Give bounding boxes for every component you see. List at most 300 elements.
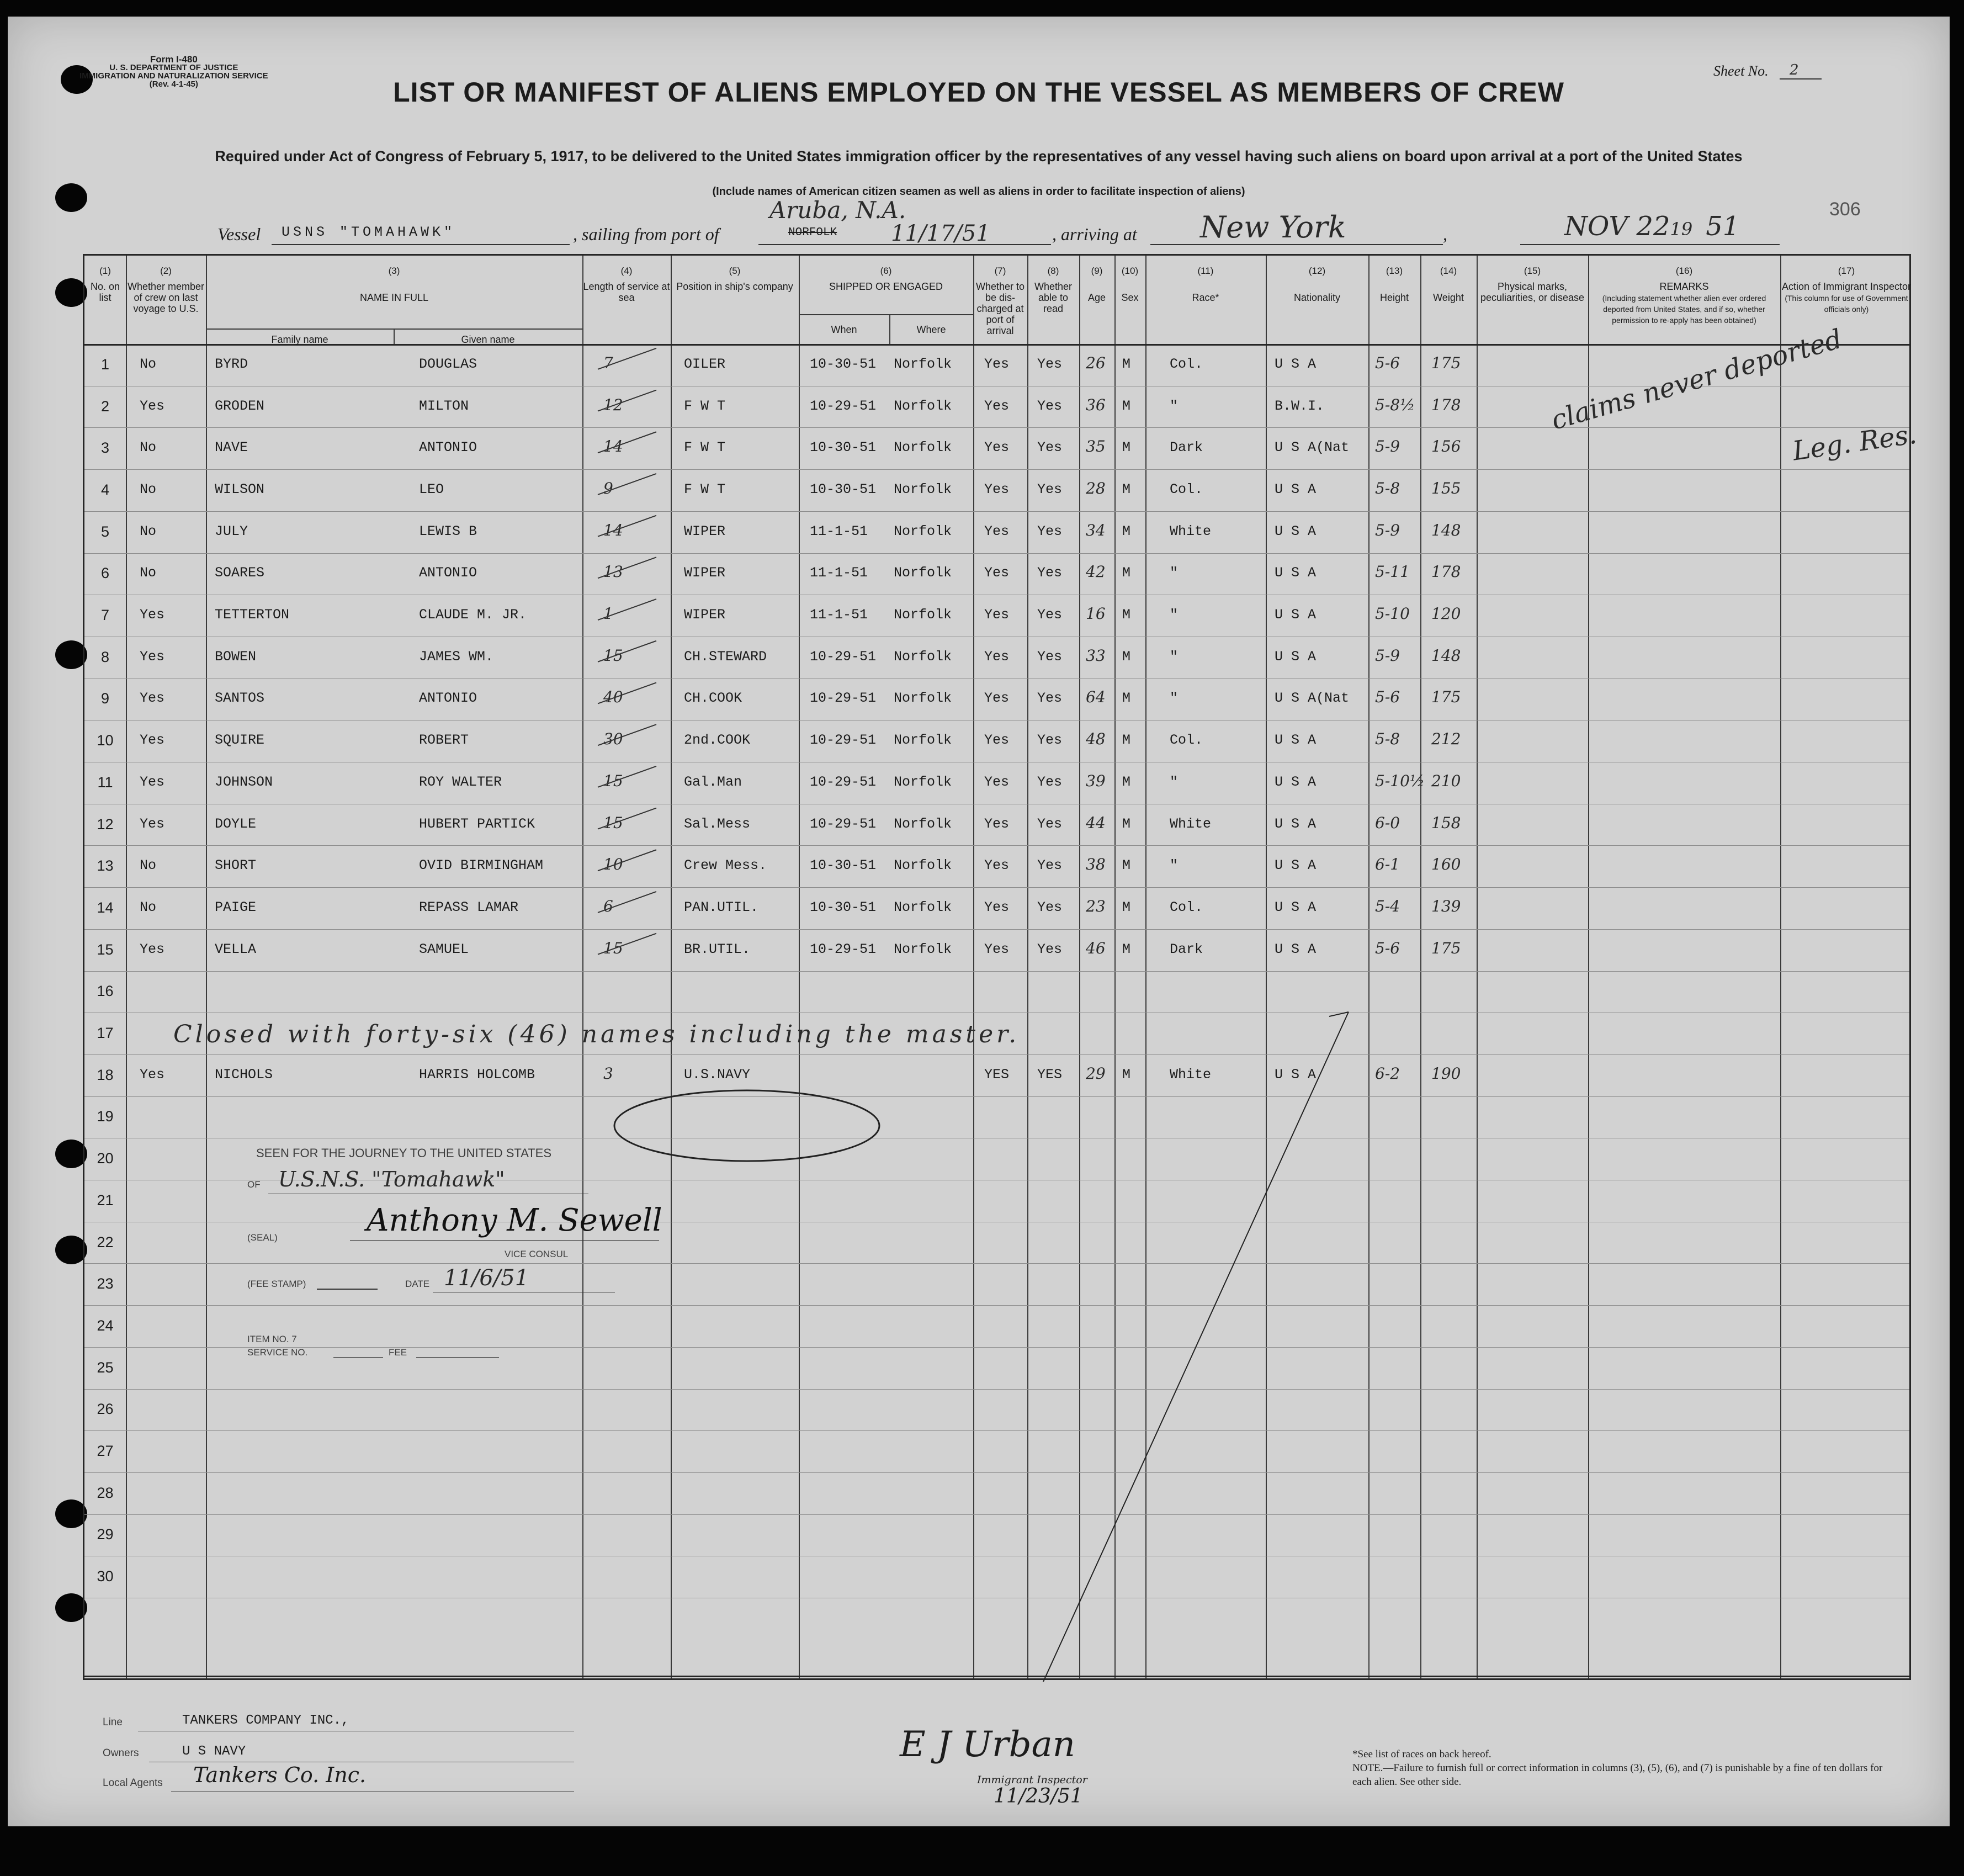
cell-height: 5-4 [1375,897,1400,915]
cell-height: 5-6 [1375,353,1400,372]
cell-height: 5-10½ [1375,771,1425,790]
cell-nationality: U S A [1275,565,1317,581]
cell-nationality: B.W.I. [1275,398,1325,414]
cell-family-name: JULY [215,523,248,539]
row-number: 13 [97,857,114,875]
cell-previous-voyage: No [140,481,157,497]
cell-shipped-when: 11-1-51 [810,607,868,623]
cell-discharged: Yes [984,398,1010,414]
cell-able-to-read: Yes [1037,565,1063,581]
cell-shipped-where: Norfolk [894,565,952,581]
cell-length-of-service: 1 [603,605,613,623]
row-number: 9 [100,690,110,707]
cell-age: 64 [1086,688,1106,707]
cell-height: 6-2 [1375,1064,1400,1083]
cell-discharged: YES [984,1066,1010,1083]
cell-weight: 210 [1431,771,1461,790]
cell-age: 29 [1086,1064,1106,1083]
form-revision: (Rev. 4-1-45) [149,80,198,89]
arriving-port: New York [1200,210,1346,245]
header-race: (11) Race* [1192,266,1219,303]
cell-given-name: OVID BIRMINGHAM [419,857,544,874]
cell-able-to-read: Yes [1037,899,1063,915]
cell-shipped-where: Norfolk [894,356,952,372]
cell-race: " [1170,773,1179,790]
cell-given-name: DOUGLAS [419,356,477,372]
cell-position: F W T [684,481,726,497]
cell-age: 38 [1086,855,1106,874]
remarks-handwritten: claims never deported [1548,323,1846,436]
cell-sex: M [1122,356,1131,372]
cell-nationality: U S A [1275,732,1317,749]
cell-height: 5-9 [1375,437,1400,456]
cell-able-to-read: Yes [1037,941,1063,957]
consul-fee-stamp: (FEE STAMP) [247,1279,306,1289]
cell-shipped-when: 10-30-51 [810,899,877,915]
header-nationality: (12) Nationality [1293,266,1341,303]
cell-discharged: Yes [984,732,1010,749]
cell-discharged: Yes [984,481,1010,497]
row-number: 16 [97,983,114,1000]
cell-height: 5-6 [1375,688,1400,707]
cell-able-to-read: Yes [1037,690,1063,707]
cell-discharged: Yes [984,857,1010,874]
cell-position: F W T [684,398,726,414]
cell-shipped-when: 11-1-51 [810,523,868,539]
cell-age: 44 [1086,813,1106,832]
cell-shipped-where: Norfolk [894,815,952,832]
cell-race: " [1170,648,1179,665]
cell-family-name: SANTOS [215,690,265,707]
cell-shipped-where: Norfolk [894,523,952,539]
cell-sex: M [1122,732,1131,749]
arrival-comma: , [1443,224,1447,244]
cell-weight: 155 [1431,479,1461,497]
service-tick [598,892,656,913]
header-no-on-list: (1) No. on list [90,266,120,303]
cell-given-name: LEO [419,481,444,497]
year-suffix: 51 [1706,211,1740,242]
header-position: (5) Position in ship's company [676,266,793,292]
cell-family-name: VELLA [215,941,257,957]
cell-shipped-when: 10-29-51 [810,773,877,790]
cell-given-name: MILTON [419,398,469,414]
arrival-date-line [1520,244,1780,245]
cell-given-name: ROBERT [419,732,469,749]
service-tick [598,766,656,787]
consul-of-label: OF [247,1179,261,1190]
cell-nationality: U S A(Nat [1275,690,1350,707]
footnote-races: *See list of races on back hereof. [1352,1748,1491,1760]
cell-able-to-read: Yes [1037,398,1063,414]
cell-weight: 190 [1431,1064,1461,1083]
cell-height: 5-9 [1375,646,1400,665]
consul-stamp [234,1141,731,1378]
header-remarks: (16) REMARKS (Including statement whether alien ever ordered deported from United States, and if so, whether permission to re-apply has been obtained) [1602,266,1766,325]
consul-vessel: U.S.N.S. "Tomahawk" [278,1167,505,1191]
cell-discharged: Yes [984,607,1010,623]
sailing-date: 11/17/51 [891,221,990,246]
cell-position: BR.UTIL. [684,941,751,957]
cell-previous-voyage: Yes [140,690,165,707]
cell-race: " [1170,607,1179,623]
cell-family-name: SOARES [215,565,265,581]
cell-previous-voyage: No [140,899,157,915]
cell-sex: M [1122,1066,1131,1083]
cell-race: White [1170,815,1212,832]
row-number: 4 [100,481,110,498]
row-number: 25 [97,1359,114,1376]
cell-position: Sal.Mess [684,815,751,832]
cell-nationality: U S A [1275,481,1317,497]
cell-sex: M [1122,398,1131,414]
cell-shipped-when: 10-30-51 [810,481,877,497]
form-number: Form I-480 [150,54,198,65]
cell-length-of-service: 14 [603,521,623,539]
row-number: 22 [97,1233,114,1250]
cell-able-to-read: YES [1037,1066,1063,1083]
cell-previous-voyage: Yes [140,648,165,665]
cell-family-name: GRODEN [215,398,265,414]
consul-item: ITEM NO. 7 [247,1334,297,1344]
consul-signature: Anthony M. Sewell [367,1202,662,1238]
cell-length-of-service: 30 [603,730,623,749]
page-title: LIST OR MANIFEST OF ALIENS EMPLOYED ON THE VESSEL AS MEMBERS OF CREW [393,77,1564,108]
arrival-month-day: NOV 22 [1564,211,1670,242]
cell-shipped-where: Norfolk [894,439,952,456]
service-tick [598,850,656,874]
cell-nationality: U S A [1275,773,1317,790]
year-prefix: 19 [1670,219,1693,240]
cell-age: 33 [1086,646,1106,665]
cell-family-name: NICHOLS [215,1066,273,1083]
cell-discharged: Yes [984,899,1010,915]
header-where: Where [916,324,946,335]
inspector-pen-line [1006,1012,1349,1682]
cell-length-of-service: 10 [603,855,623,874]
page-subtitle: Required under Act of Congress of February 5, 1917, to be delivered to the United States immigration officer by the representatives of any vessel having such aliens on board upon arrival at a port of the United States [215,148,1743,165]
cell-discharged: Yes [984,356,1010,372]
page-number: 306 [1829,199,1861,220]
cell-weight: 212 [1431,730,1461,749]
cell-shipped-when: 10-29-51 [810,815,877,832]
consul-date: 11/6/51 [444,1265,529,1291]
row-number: 5 [100,523,110,540]
header-shipped-engaged: (6) SHIPPED OR ENGAGED [829,266,943,292]
cell-discharged: Yes [984,815,1010,832]
service-tick [598,516,656,537]
cell-given-name: HUBERT PARTICK [419,815,535,832]
cell-previous-voyage: Yes [140,773,165,790]
row-number: 11 [97,773,113,791]
header-inspector-action: (17) Action of Immigrant Inspector (This column for use of Government officials only) [1781,266,1912,314]
header-length-of-service: (4) Length of service at sea [583,266,670,303]
row-number: 1 [100,356,110,373]
vessel-name: USNS "TOMAHAWK" [282,224,456,240]
service-tick [598,641,656,662]
cell-race: Col. [1170,899,1203,915]
sailing-label: , sailing from port of [573,224,719,244]
header-able-to-read: (8) Whether able to read [1034,266,1073,314]
cell-shipped-where: Norfolk [894,690,952,707]
cell-height: 5-8½ [1375,395,1415,414]
cell-able-to-read: Yes [1037,857,1063,874]
cell-age: 46 [1086,939,1106,957]
cell-position: OILER [684,356,726,372]
row-number: 24 [97,1317,114,1334]
cell-given-name: ROY WALTER [419,773,502,790]
cell-position: Crew Mess. [684,857,767,874]
cell-nationality: U S A [1275,356,1317,372]
cell-able-to-read: Yes [1037,773,1063,790]
cell-previous-voyage: No [140,565,157,581]
cell-length-of-service: 3 [603,1064,613,1083]
cell-position: CH.STEWARD [684,648,767,665]
consul-title: VICE CONSUL [505,1249,569,1259]
cell-discharged: Yes [984,941,1010,957]
cell-weight: 175 [1431,688,1461,707]
agents-label: Local Agents [103,1777,163,1789]
header-name-in-full: (3) NAME IN FULL [359,266,429,303]
cell-age: 35 [1086,437,1106,456]
manifest-footer [83,1680,1911,1824]
cell-able-to-read: Yes [1037,607,1063,623]
owners-value: U S NAVY [182,1744,246,1759]
cell-family-name: BOWEN [215,648,257,665]
cell-previous-voyage: No [140,857,157,874]
cell-weight: 175 [1431,353,1461,372]
row-number: 21 [97,1191,114,1209]
cell-able-to-read: Yes [1037,439,1063,456]
cell-discharged: Yes [984,439,1010,456]
service-tick [598,599,656,620]
cell-weight: 120 [1431,605,1461,623]
cell-given-name: REPASS LAMAR [419,899,519,915]
cell-shipped-where: Norfolk [894,857,952,874]
cell-sex: M [1122,439,1131,456]
sailing-port-typed: NORFOLK [788,226,837,239]
cell-given-name: HARRIS HOLCOMB [419,1066,535,1083]
cell-given-name: ANTONIO [419,690,477,707]
row-number: 6 [100,565,110,582]
cell-race: " [1170,398,1179,414]
line-value: TANKERS COMPANY INC., [182,1713,349,1728]
cell-age: 26 [1086,353,1106,372]
cell-height: 5-11 [1375,563,1410,581]
row-number: 17 [97,1025,114,1042]
cell-sex: M [1122,941,1131,957]
header-physical-marks: (15) Physical marks, peculiarities, or disease [1480,266,1585,303]
cell-length-of-service: 7 [603,353,613,372]
cell-nationality: U S A [1275,857,1317,874]
cell-length-of-service: 12 [603,395,623,414]
cell-discharged: Yes [984,690,1010,707]
row-number: 14 [97,899,114,916]
cell-nationality: U S A [1275,1066,1317,1083]
cell-given-name: CLAUDE M. JR. [419,607,527,623]
cell-position: PAN.UTIL. [684,899,759,915]
row-number: 10 [97,732,114,749]
cell-sex: M [1122,857,1131,874]
inspector-title: Immigrant Inspector [977,1774,1087,1786]
cell-shipped-when: 10-29-51 [810,648,877,665]
cell-family-name: SQUIRE [215,732,265,749]
cell-position: WIPER [684,607,726,623]
row-number: 23 [97,1275,114,1292]
cell-previous-voyage: Yes [140,941,165,957]
header-height: (13) Height [1379,266,1409,303]
service-name: IMMIGRATION AND NATURALIZATION SERVICE [79,71,268,81]
crew-manifest-table [83,254,1911,1680]
cell-family-name: BYRD [215,356,248,372]
row-number: 29 [97,1526,114,1543]
cell-shipped-when: 11-1-51 [810,565,868,581]
cell-length-of-service: 14 [603,437,623,456]
cell-able-to-read: Yes [1037,815,1063,832]
cell-sex: M [1122,648,1131,665]
cell-shipped-when: 10-29-51 [810,732,877,749]
row-number: 19 [97,1108,114,1125]
row-number: 15 [97,941,114,958]
cell-given-name: ANTONIO [419,439,477,456]
vessel-line [272,244,570,245]
cell-age: 23 [1086,897,1106,915]
cell-nationality: U S A [1275,523,1317,539]
consul-fee: FEE [389,1347,407,1358]
cell-height: 5-9 [1375,521,1400,539]
cell-nationality: U S A [1275,815,1317,832]
cell-nationality: U S A [1275,941,1317,957]
cell-weight: 158 [1431,813,1461,832]
cell-able-to-read: Yes [1037,523,1063,539]
footnote-note: NOTE.—Failure to furnish full or correct information in columns (3), (5), (6), and (7) is punishable by a fine of ten dollars for each alien. See other side. [1352,1762,1883,1788]
service-tick [598,348,656,369]
cell-height: 6-1 [1375,855,1400,874]
cell-shipped-where: Norfolk [894,398,952,414]
service-tick [598,390,656,411]
cell-race: Col. [1170,356,1203,372]
row-number: 18 [97,1066,114,1083]
cell-shipped-where: Norfolk [894,773,952,790]
closed-note: Closed with forty-six (46) names including the master. [173,1020,1020,1048]
service-tick [598,474,656,495]
cell-length-of-service: 40 [603,688,623,707]
cell-race: White [1170,1066,1212,1083]
cell-weight: 156 [1431,437,1461,456]
cell-shipped-where: Norfolk [894,941,952,957]
cell-position: 2nd.COOK [684,732,751,749]
cell-sex: M [1122,565,1131,581]
row-number: 2 [100,398,110,415]
cell-weight: 148 [1431,521,1461,539]
row-number: 12 [97,815,114,833]
cell-position: F W T [684,439,726,456]
inspector-date: 11/23/51 [994,1785,1083,1808]
cell-family-name: WILSON [215,481,265,497]
cell-height: 5-6 [1375,939,1400,957]
service-tick [598,557,656,578]
header-weight: (14) Weight [1433,266,1464,303]
cell-given-name: SAMUEL [419,941,469,957]
agents-value: Tankers Co. Inc. [193,1763,367,1787]
cell-given-name: ANTONIO [419,565,477,581]
cell-weight: 139 [1431,897,1461,915]
row-number: 7 [100,607,110,624]
cell-shipped-when: 10-29-51 [810,690,877,707]
page-subnote: (Include names of American citizen seamen as well as aliens in order to facilitate inspection of aliens) [712,186,1245,198]
cell-race: Col. [1170,732,1203,749]
cell-position: WIPER [684,523,726,539]
cell-position: WIPER [684,565,726,581]
cell-given-name: LEWIS B [419,523,477,539]
cell-discharged: Yes [984,648,1010,665]
cell-family-name: DOYLE [215,815,257,832]
cell-race: Dark [1170,941,1203,957]
cell-weight: 175 [1431,939,1461,957]
cell-nationality: U S A [1275,648,1317,665]
cell-weight: 148 [1431,646,1461,665]
service-tick-marks [598,348,656,955]
row-number: 28 [97,1484,114,1501]
cell-shipped-where: Norfolk [894,481,952,497]
cell-family-name: JOHNSON [215,773,273,790]
cell-discharged: Yes [984,565,1010,581]
cell-previous-voyage: Yes [140,732,165,749]
consul-date-label: DATE [405,1279,430,1289]
cell-age: 34 [1086,521,1106,539]
cell-sex: M [1122,481,1131,497]
sailing-port-handwritten: Aruba, N.A. [769,197,906,224]
annotation-marks [84,256,1913,1682]
cell-previous-voyage: Yes [140,815,165,832]
header-sex: (10) Sex [1121,266,1139,303]
consul-seal: (SEAL) [247,1232,278,1243]
cell-previous-voyage: No [140,356,157,372]
header-when: When [831,324,857,335]
cell-height: 5-8 [1375,730,1400,749]
arrival-date [1564,211,1739,242]
cell-shipped-where: Norfolk [894,732,952,749]
cell-sex: M [1122,899,1131,915]
cell-length-of-service: 15 [603,646,623,665]
cell-discharged: Yes [984,523,1010,539]
cell-family-name: PAIGE [215,899,257,915]
cell-previous-voyage: Yes [140,1066,165,1083]
cell-position: U.S.NAVY [684,1066,751,1083]
header-given-name: Given name [461,334,515,345]
consul-service: SERVICE NO. [247,1347,308,1358]
cell-race: Dark [1170,439,1203,456]
cell-able-to-read: Yes [1037,481,1063,497]
inspector-action-handwritten: Leg. Res. [1791,418,1919,467]
cell-length-of-service: 9 [603,479,613,497]
cell-length-of-service: 15 [603,813,623,832]
cell-age: 42 [1086,563,1106,581]
cell-discharged: Yes [984,773,1010,790]
cell-weight: 160 [1431,855,1461,874]
cell-sex: M [1122,690,1131,707]
cell-previous-voyage: Yes [140,607,165,623]
cell-age: 39 [1086,771,1106,790]
cell-previous-voyage: No [140,439,157,456]
cell-shipped-when: 10-30-51 [810,857,877,874]
cell-shipped-where: Norfolk [894,899,952,915]
cell-shipped-where: Norfolk [894,648,952,665]
sheet-number-value: 2 [1790,62,1799,78]
arriving-label: , arriving at [1052,224,1137,244]
cell-length-of-service: 6 [603,897,613,915]
cell-previous-voyage: No [140,523,157,539]
